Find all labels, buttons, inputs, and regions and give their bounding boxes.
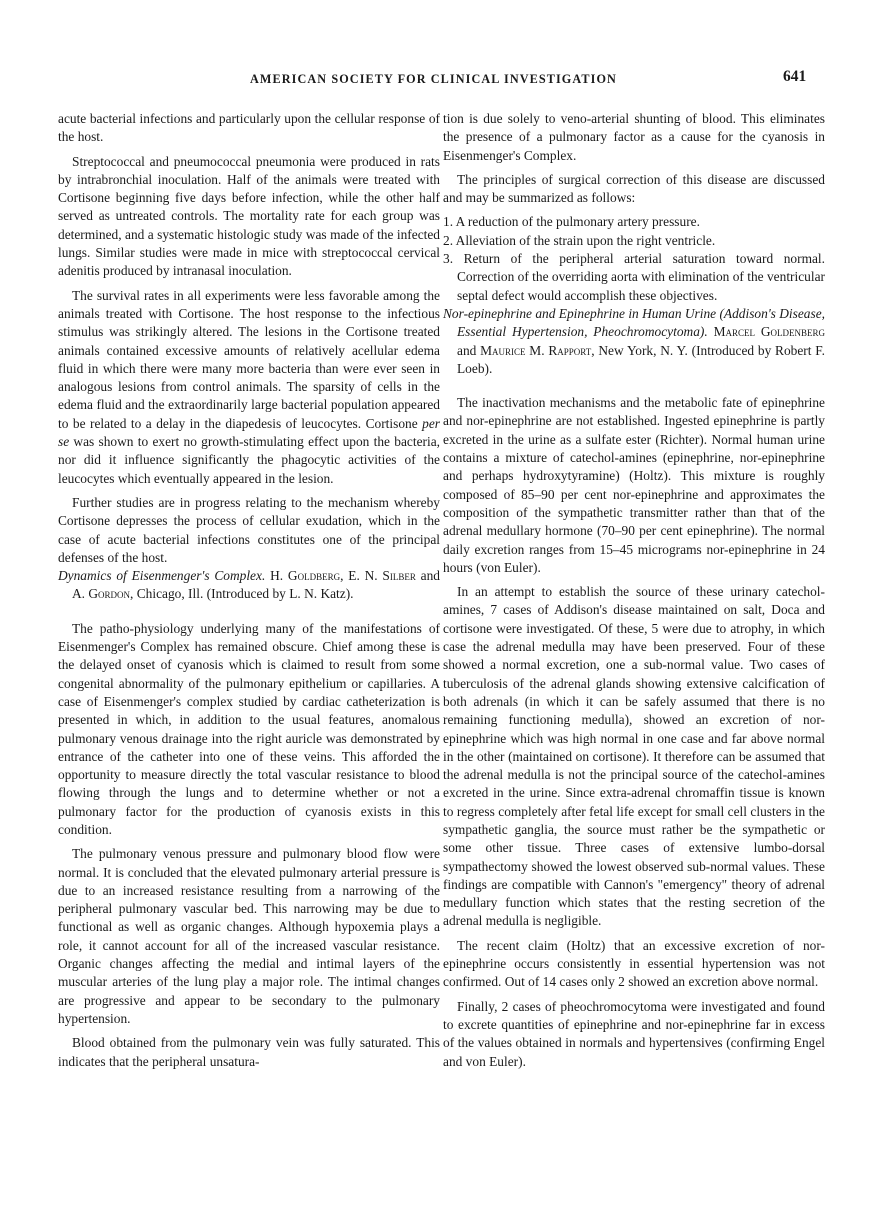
paragraph: The pulmonary venous pressure and pulmonary blood flow were normal. It is concluded that the elevated pulmonary arterial pressure is due to an increased resistance resulting from a narrowing of the peripheral pulmonary vascular bed. This narrowing may be due to functional as well as organic changes. Although hypoxemia plays a role, it cannot account for all of the increased vascular resistance. Organic changes affecting the medial and intimal layers of the muscular arteries of the lung play a major role. The intimal changes are progressive and appear to be secondary to the pulmonary hypertension. xyxy=(58,846,440,1026)
page-number: 641 xyxy=(783,68,807,85)
paragraph: The recent claim (Holtz) that an excessive excretion of nor-epinephrine occurs consistently in essential hypertension was not confirmed. Out of 14 cases only 2 showed an excretion above normal. xyxy=(443,937,825,990)
author-name: Marcel Goldenberg xyxy=(713,324,825,340)
author-separator: , xyxy=(340,568,349,584)
abstract-heading xyxy=(58,567,440,604)
paragraph: tion is due solely to veno-arterial shunting of blood. This eliminates the presence of a pulmonary factor as a cause for the cyanosis in Eisenmenger's Complex. xyxy=(443,111,825,163)
paragraph-text: The survival rates in all experiments were less favorable among the animals treated with Cortisone. The host response to the infectious stimulus was strikingly altered. The lesions in the Cortisone treated animals contained excessive amounts of relatively acellular edema fluid in which there were many more bacteria than were ever seen in analogous lesions from control animals. The sparsity of cells in the edema fluid and the extraordinarily large bacterial population appeared to be related to a delay in the diapedesis of leucocytes. Cortisone xyxy=(58,287,440,431)
author-name: E. N. Silber xyxy=(348,568,416,584)
paragraph: The patho-physiology underlying many of the manifestations of Eisenmenger's Complex has remained obscure. Chief among these is the delayed onset of cyanosis which is claimed to result from some congenital abnormality of the pulmonary epithelium or capillaries. A case of Eisenmenger's complex studied by cardiac catheterization is presented in which, in addition to the usual features, anomalous pulmonary venous drainage into the right auricle was demonstrated by entrance of the catheter into one of these veins. This afforded the opportunity to measure directly the total vascular resistance to blood flowing through the lungs and to determine whether or not a pulmonary factor for the production of cyanosis exists in this condition. xyxy=(58,620,440,837)
paragraph: Finally, 2 cases of pheochromocytoma were investigated and found to excrete quantities of epinephrine and nor-epinephrine far in excess of the values obtained in normals and hypertensives (confirming Engel and von Euler). xyxy=(443,998,825,1069)
page-header xyxy=(0,68,880,92)
author-separator: and xyxy=(415,568,440,584)
paragraph xyxy=(58,287,440,488)
left-column xyxy=(58,110,440,1071)
paragraph: The inactivation mechanisms and the metabolic fate of epinephrine and nor-epinephrine are not established. Ingested epinephrine is partly excreted in the urine as a sulfate ester (Richter). Normal human urine contains a mixture of catechol-amines (epinephrine, nor-epinephrine and perhaps hydroxytyramine) (Holtz). This mixture is roughly composed of 85–90 per cent nor-epinephrine and approximates the composition of the sympathetic transmitter rather than that of the adrenal medullary hormone (70–90 per cent epinephrine). The normal daily excretion ranges from 15–45 micrograms nor-epinephrine in 24 hours (von Euler). xyxy=(443,395,825,575)
abstract-location: , Chicago, Ill. (Introduced by L. N. Katz). xyxy=(130,586,354,602)
author-name: H. Goldberg xyxy=(270,568,341,584)
abstract-title: Nor-epinephrine and Epinephrine in Human Urine (Addison's Disease, Essential Hypertension, Pheochromocytoma). xyxy=(443,305,825,340)
author-name: A. Gordon xyxy=(72,586,131,602)
abstract-location: , New York, N. Y. (Introduced by Robert F. Loeb). xyxy=(457,342,825,376)
paragraph-text: was shown to exert no growth-stimulating effect upon the bacteria, nor did it influence significantly the phagocytic activities of the leucocytes which eventually appeared in the lesion. xyxy=(58,434,440,486)
paragraph: Further studies are in progress relating to the mechanism whereby Cortisone depresses the process of cellular exudation, which in the case of acute bacterial infections constitutes one of the principal defenses of the host. xyxy=(58,494,440,565)
paragraph: Blood obtained from the pulmonary vein was fully saturated. This indicates that the peripheral unsatura- xyxy=(58,1035,440,1069)
abstract-heading xyxy=(443,305,825,378)
list-item: 1. A reduction of the pulmonary artery pressure. xyxy=(443,214,700,230)
running-head: AMERICAN SOCIETY FOR CLINICAL INVESTIGATION xyxy=(250,72,617,86)
paragraph: The principles of surgical correction of this disease are discussed and may be summarized as follows: xyxy=(443,171,825,206)
emphasis: per se xyxy=(58,415,440,450)
paragraph: acute bacterial infections and particularly upon the cellular response of the host. xyxy=(58,111,440,145)
list-item: 2. Alleviation of the strain upon the right ventricle. xyxy=(443,232,716,248)
author-name: Maurice M. Rapport xyxy=(480,342,592,358)
author-separator: and xyxy=(457,342,481,358)
abstract-title: Dynamics of Eisenmenger's Complex. xyxy=(58,568,266,584)
paragraph: Streptococcal and pneumococcal pneumonia were produced in rats by intrabronchial inoculation. Half of the animals were treated with Cortisone beginning five days before infection, while the other half served as untreated controls. The mortality rate for each group was determined, and a systematic histologic study was made of the infected lungs. Similar studies were made in mice with streptococcal cervical adenitis produced by intranasal inoculation. xyxy=(58,153,440,279)
paragraph: In an attempt to establish the source of these urinary catechol-amines, 7 cases of Addison's disease maintained on salt, Doca and cortisone were investigated. Of these, 5 were due to atrophy, in which case the adrenal medulla may have been preserved. Four of these showed a normal excretion, one a sub-normal value. Two cases of tuberculosis of the adrenal glands showing extensive calcification of both adrenals (in which it can be safely assumed that there is no remaining functioning medulla), showed an excretion of nor-epinephrine which was high normal in one case and far above normal in the other (maintained on cortisone). It therefore can be assumed that the adrenal medulla is not the principal source of the catechol-amines excreted in the urine. Since extra-adrenal chromaffin tissue is known to regress completely after fetal life except for small cell clusters in the sympathetic ganglia, the source must rather be the sympathetic or some other tissue. Three cases of extensive lumbo-dorsal sympathectomy showed the lowest observed sub-normal values. These findings are compatible with Cannon's "emergency" theory of adrenal medullary function which states that the resting secretion of the adrenal medulla is negligible. xyxy=(443,584,825,929)
right-column xyxy=(443,110,825,1071)
list-item: 3. Return of the peripheral arterial saturation toward normal. Correction of the overriding aorta with elimination of the ventricular septal defect would accomplish these objectives. xyxy=(443,251,825,303)
